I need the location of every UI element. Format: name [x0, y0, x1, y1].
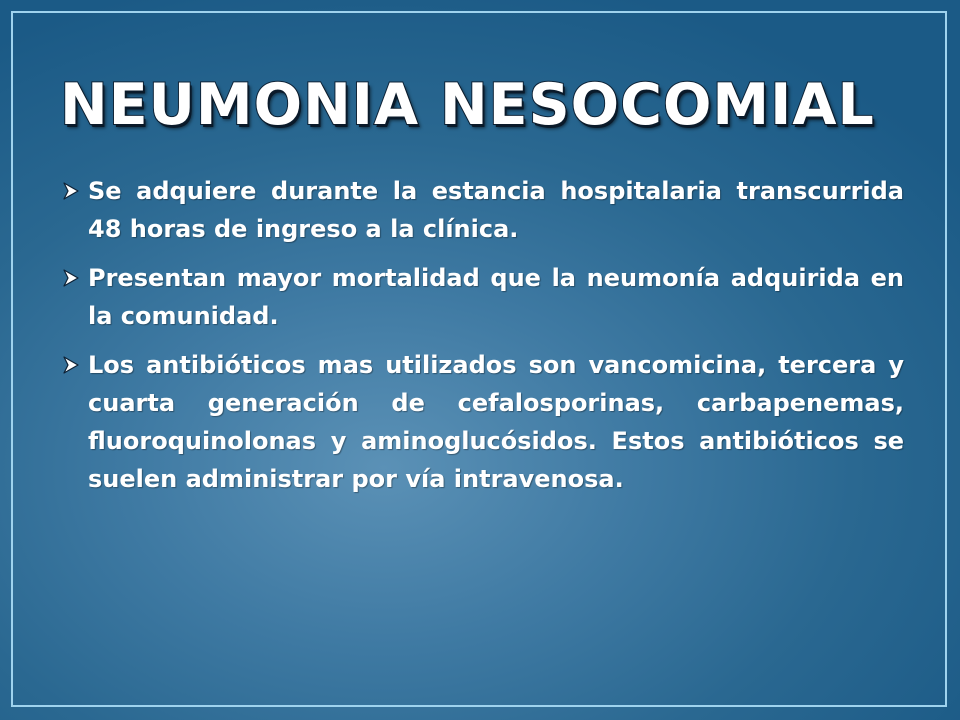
bullet-text: Se adquiere durante la estancia hospitalaria transcurrida 48 horas de ingreso a la clínica.	[88, 177, 904, 243]
bullet-item	[62, 259, 904, 335]
arrow-bullet-icon	[62, 259, 88, 297]
arrow-bullet-icon	[62, 346, 88, 384]
bullet-text: Los antibióticos mas utilizados son vancomicina, tercera y cuarta generación de cefalosporinas, carbapenemas, fluoroquinolonas y aminoglucósidos. Estos antibióticos se suelen administrar por vía intravenosa.	[88, 351, 904, 493]
arrow-bullet-icon	[62, 172, 88, 210]
bullet-list	[62, 172, 904, 509]
slide-title: NEUMONIA NESOCOMIAL	[60, 72, 875, 138]
bullet-item	[62, 346, 904, 498]
bullet-text: Presentan mayor mortalidad que la neumonía adquirida en la comunidad.	[88, 264, 904, 330]
bullet-item	[62, 172, 904, 248]
